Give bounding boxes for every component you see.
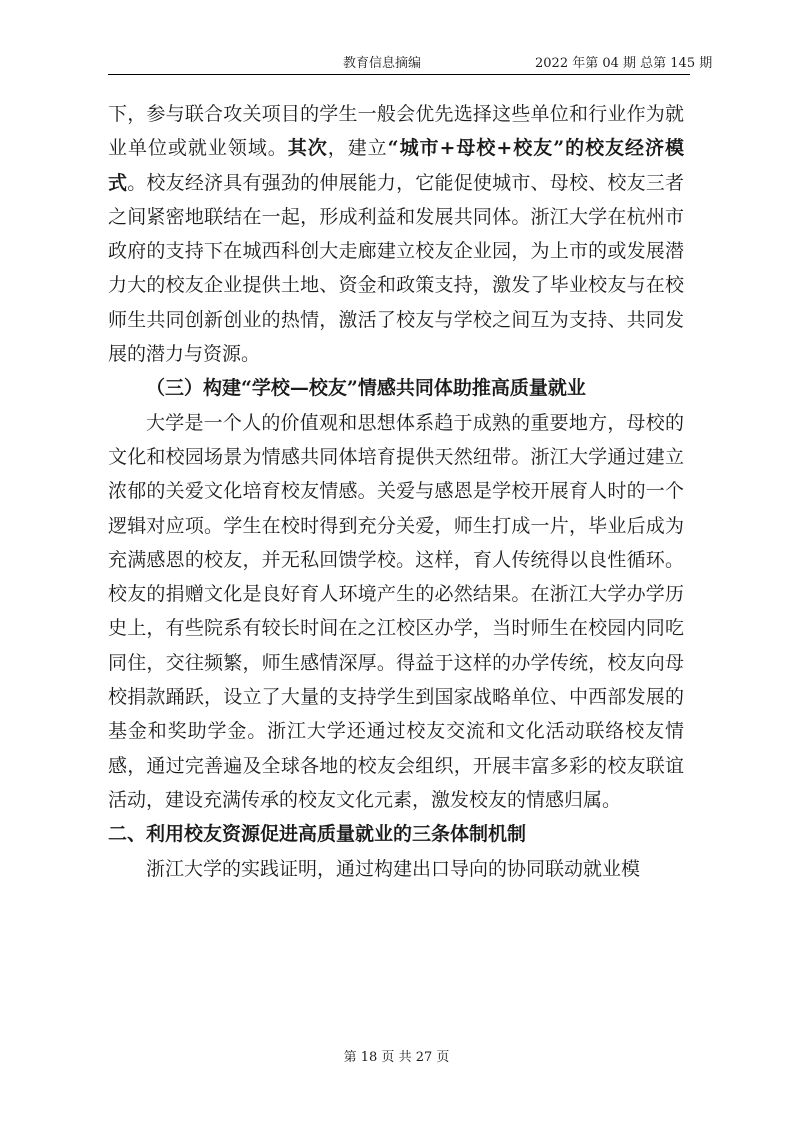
- text-run: 。校友经济具有强劲的伸展能力，它能促使城市、母校、校友三者之间紧密地联结在一起，形成利益和发展共同体。浙江大学在杭州市政府的支持下在城西科创大走廊建立校友企业园，为上市的或发展潜力大的校友企业提供土地、资金和政策支持，激发了毕业校友与在校师生共同创新创业的热情，激活了校友与学校之间互为支持、共同发展的潜力与资源。: [108, 171, 684, 366]
- page-header: [0, 52, 793, 72]
- emphasis-text: 其次: [287, 137, 328, 160]
- header-divider: [108, 74, 690, 75]
- paragraph: 大学是一个人的价值观和思想体系趋于成熟的重要地方，母校的文化和校园场景为情感共同体培育提供天然纽带。浙江大学通过建立浓郁的关爱文化培育校友情感。关爱与感恩是学校开展育人时的一个逻辑对应项。学生在校时得到充分关爱，师生打成一片，毕业后成为充满感恩的校友，并无私回馈学校。这样，育人传统得以良性循环。校友的捐赠文化是良好育人环境产生的必然结果。在浙江大学办学历史上，有些院系有较长时间在之江校区办学，当时师生在校园内同吃同住，交往频繁，师生感情深厚。得益于这样的办学传统，校友向母校捐款踊跃，设立了大量的支持学生到国家战略单位、中西部发展的基金和奖助学金。浙江大学还通过校友交流和文化活动联络校友情感，通过完善遍及全球各地的校友会组织，开展丰富多彩的校友联谊活动，建设充满传承的校友文化元素，激发校友的情感归属。: [108, 411, 684, 811]
- issue-number: 2022 年第 04 期 总第 145 期: [535, 56, 713, 71]
- text-run: ，建立: [327, 137, 388, 160]
- emphasis-text: “城市+母校+校友”的校友经济模式: [108, 137, 684, 194]
- document-body: [108, 97, 684, 886]
- paragraph: 浙江大学的实践证明，通过构建出口导向的协同联动就业模: [146, 857, 641, 880]
- paragraph-continued: [108, 97, 684, 371]
- publication-title: 教育信息摘编: [343, 56, 422, 71]
- text-run: 下，参与联合攻关项目的学生一般会优先选择这些单位和行业作为就业单位或就业领域。: [108, 103, 684, 160]
- section-heading: 二、利用校友资源促进高质量就业的三条体制机制: [108, 823, 527, 846]
- page-footer: 第 18 页 共 27 页: [343, 1050, 450, 1065]
- section-subheading: （三）构建“学校—校友”情感共同体助推高质量就业: [146, 377, 586, 400]
